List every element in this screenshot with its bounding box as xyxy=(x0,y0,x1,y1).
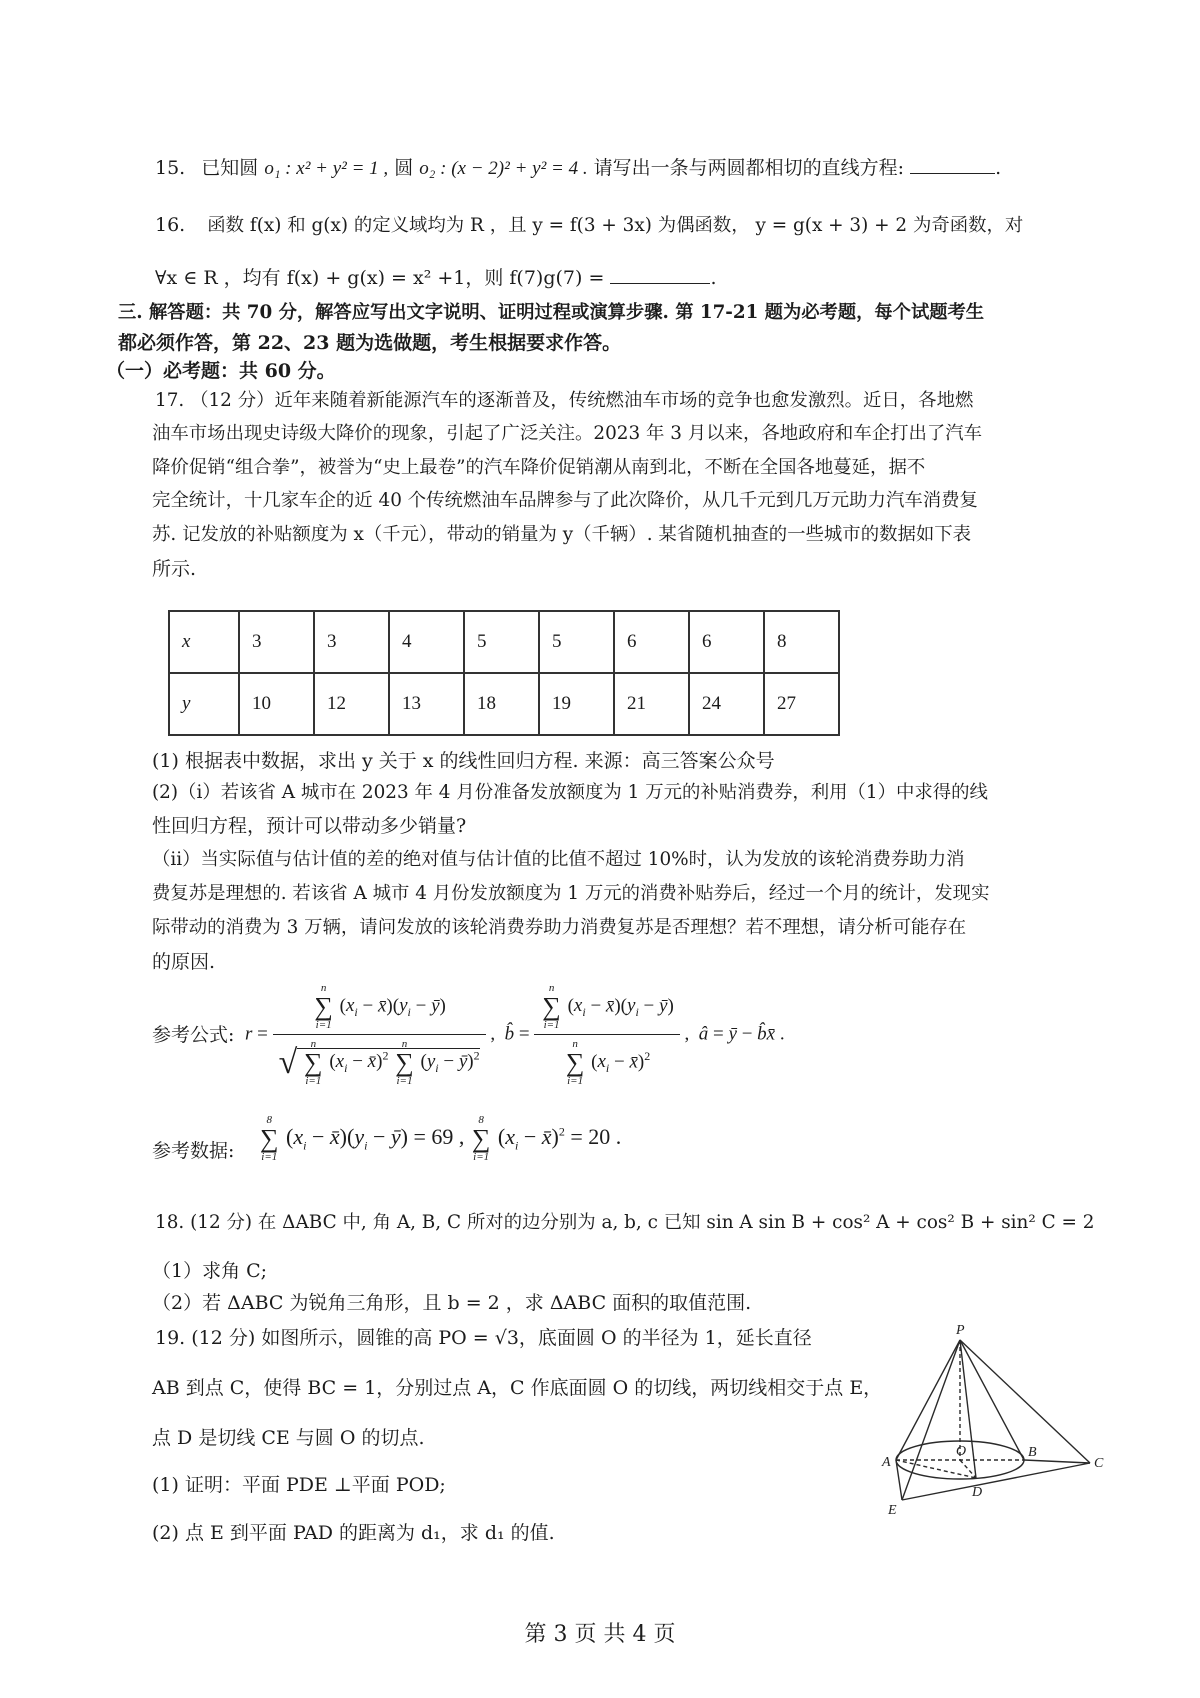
table-cell: 10 xyxy=(239,673,314,735)
label-d: D xyxy=(972,1485,983,1500)
data-value-2: = 20 . xyxy=(570,1124,622,1150)
cone-figure xyxy=(880,1320,1140,1540)
table-cell: 21 xyxy=(614,673,689,735)
table-cell: 6 xyxy=(614,611,689,673)
q17-part: (1) 根据表中数据，求出 y 关于 x 的线性回归方程. 来源：高三答案公众号 xyxy=(152,750,775,772)
table-cell: 6 xyxy=(689,611,764,673)
q15-answer-blank xyxy=(910,172,995,174)
table-cell: 24 xyxy=(689,673,764,735)
label-e: E xyxy=(888,1503,897,1518)
q15-circle1: o₁ : x² + y² = 1 , xyxy=(264,158,389,179)
edge-pb xyxy=(960,1340,1024,1460)
q15-text-b: 圆 xyxy=(394,157,414,179)
q17-line: 17. （12 分）近年来随着新能源汽车的逐渐普及，传统燃油车市场的竞争也愈发激烈。近日，各地燃 xyxy=(155,390,974,411)
q17-part: 费复苏是理想的. 若该省 A 城市 4 月份发放额度为 1 万元的消费补贴券后，经过一个月的统计，发现实 xyxy=(152,883,990,904)
q17-part: 际带动的消费为 3 万辆，请问发放的该轮消费券助力消费复苏是否理想？若不理想，请分析可能存在 xyxy=(152,917,967,938)
table-cell: 4 xyxy=(389,611,464,673)
segment-bc xyxy=(1024,1460,1090,1463)
tangent-ec xyxy=(902,1463,1090,1500)
q17-data-table xyxy=(168,610,840,736)
label-b: B xyxy=(1028,1445,1037,1460)
q15-number: 15. xyxy=(155,157,186,179)
table-cell: 19 xyxy=(539,673,614,735)
table-cell: 13 xyxy=(389,673,464,735)
table-cell: 8 xyxy=(764,611,839,673)
table-cell: 5 xyxy=(464,611,539,673)
table-cell-header-y: y xyxy=(169,673,239,735)
q18-part1: （1）求角 C; xyxy=(152,1260,268,1282)
label-p: P xyxy=(956,1323,965,1338)
q17-line: 油车市场出现史诗级大降价的现象，引起了广泛关注。2023 年 3 月以来，各地政府和车企打出了汽车 xyxy=(152,423,983,444)
data-label: 参考数据: xyxy=(152,1140,235,1162)
table-row-x xyxy=(169,611,839,673)
section3-subheading: （一）必考题：共 60 分。 xyxy=(106,360,336,382)
q17-line: 降价促销“组合拳”，被誉为“史上最卷”的汽车降价促销潮从南到北，不断在全国各地蔓延，据不 xyxy=(152,457,926,478)
q17-part: 的原因. xyxy=(152,951,216,973)
table-cell: 12 xyxy=(314,673,389,735)
reference-formulas: r = n ∑ i=1 ($x_i$ − $x̄)(y_i$ − ȳ) √ n ∑ i=1 ($x_i$ − x̄)$^2$ n ∑ i=1 ($y_i$ − ȳ)$^2$ , b̂ = n ∑ i=1 ($x_i$ − $x̄)(y_i$ − ȳ) n ∑ i=1 ($x_i$ − x̄)$^2$ , â = ȳ − b̂x̄ . xyxy=(245,982,785,1087)
q15-text-a: 已知圆 xyxy=(201,157,259,179)
table-row-y xyxy=(169,673,839,735)
q18-part2: （2）若 ΔABC 为锐角三角形，且 b = 2 ，求 ΔABC 面积的取值范围. xyxy=(152,1292,752,1314)
formula-label: 参考公式: xyxy=(152,1024,235,1046)
table-cell: 27 xyxy=(764,673,839,735)
label-a: A xyxy=(882,1455,891,1470)
q19-part2: (2) 点 E 到平面 PAD 的距离为 d₁，求 d₁ 的值. xyxy=(152,1522,555,1544)
table-cell-header-x: x xyxy=(169,611,239,673)
q16-text-2: ∀x ∈ R ，均有 f(x) + g(x) = x² +1，则 f(7)g(7) = xyxy=(155,267,605,289)
section3-line2: 都必须作答，第 22、23 题为选做题，考生根据要求作答。 xyxy=(118,332,622,354)
q17-part: (2)（ⅰ）若该省 A 城市在 2023 年 4 月份准备发放额度为 1 万元的补贴消费券，利用（1）中求得的线 xyxy=(152,782,988,803)
q15-end: . xyxy=(995,157,1002,179)
correlation-formula: n ∑ i=1 ($x_i$ − $x̄)(y_i$ − ȳ) √ n ∑ i=1 ($x_i$ − x̄)$^2$ n ∑ i=1 ($y_i$ − ȳ)$^2$ xyxy=(273,983,486,1087)
q17-part: 性回归方程，预计可以带动多少销量? xyxy=(152,815,467,837)
q16-line2 xyxy=(155,265,716,291)
page-footer: 第 3 页 共 4 页 xyxy=(524,1622,676,1647)
label-o: O xyxy=(956,1444,967,1459)
q15 xyxy=(155,155,1001,182)
reference-data: 8 ∑ i=1 ($x_i$ − $x̄)(y_i$ − ȳ) = 69 , 8 ∑ i=1 ($x_i$ − x̄)$^2$ = 20 . xyxy=(260,1114,622,1163)
q15-circle2: o₂ : (x − 2)² + y² = 4 . xyxy=(419,158,588,179)
q19-line2: AB 到点 C，使得 BC = 1，分别过点 A，C 作底面圆 O 的切线，两切线相交于点 E， xyxy=(152,1377,883,1399)
q18-line1: 18. (12 分) 在 ΔABC 中, 角 A, B, C 所对的边分别为 a, b, c 已知 sin A sin B + cos² A + cos² B + sin² C = 2 xyxy=(155,1212,1095,1233)
q16-line1 xyxy=(155,212,1023,239)
segment-ad xyxy=(896,1460,976,1478)
q17-line: 所示. xyxy=(152,558,197,580)
q16-end: . xyxy=(710,267,717,289)
edge-pa xyxy=(896,1340,960,1460)
q17-part: （ⅱ）当实际值与估计值的差的绝对值与估计值的比值不超过 10%时，认为发放的该轮消费券助力消 xyxy=(152,849,965,870)
q17-line: 苏. 记发放的补贴额度为 x（千元），带动的销量为 y（千辆）. 某省随机抽查的一些城市的数据如下表 xyxy=(152,524,972,545)
table-cell: 3 xyxy=(314,611,389,673)
section3-line1: 三. 解答题：共 70 分，解答应写出文字说明、证明过程或演算步骤. 第 17-21 题为必考题，每个试题考生 xyxy=(118,302,985,323)
q16-answer-blank xyxy=(610,282,710,284)
edge-pc xyxy=(960,1340,1090,1463)
table-cell: 5 xyxy=(539,611,614,673)
data-value-1: = 69 , xyxy=(413,1124,465,1150)
edge-pe xyxy=(902,1340,960,1500)
q19-line1: 19. (12 分) 如图所示，圆锥的高 PO = √3，底面圆 O 的半径为 1，延长直径 xyxy=(155,1327,812,1349)
q16-text-1: 函数 f(x) 和 g(x) 的定义域均为 R ，且 y = f(3 + 3x) 为偶函数， y = g(x + 3) + 2 为奇函数，对 xyxy=(207,215,1024,236)
q19-line3: 点 D 是切线 CE 与圆 O 的切点. xyxy=(152,1427,425,1449)
q17-line: 完全统计，十几家车企的近 40 个传统燃油车品牌参与了此次降价，从几千元到几万元助力汽车消费复 xyxy=(152,490,978,511)
q16-number: 16. xyxy=(155,214,186,236)
q19-part1: (1) 证明：平面 PDE ⊥平面 POD; xyxy=(152,1474,446,1496)
table-cell: 18 xyxy=(464,673,539,735)
q15-text-c: 请写出一条与两圆都相切的直线方程: xyxy=(593,157,905,179)
label-c: C xyxy=(1094,1456,1104,1471)
slope-formula: n ∑ i=1 ($x_i$ − $x̄)(y_i$ − ȳ) n ∑ i=1 ($x_i$ − x̄)$^2$ xyxy=(534,983,679,1087)
table-cell: 3 xyxy=(239,611,314,673)
